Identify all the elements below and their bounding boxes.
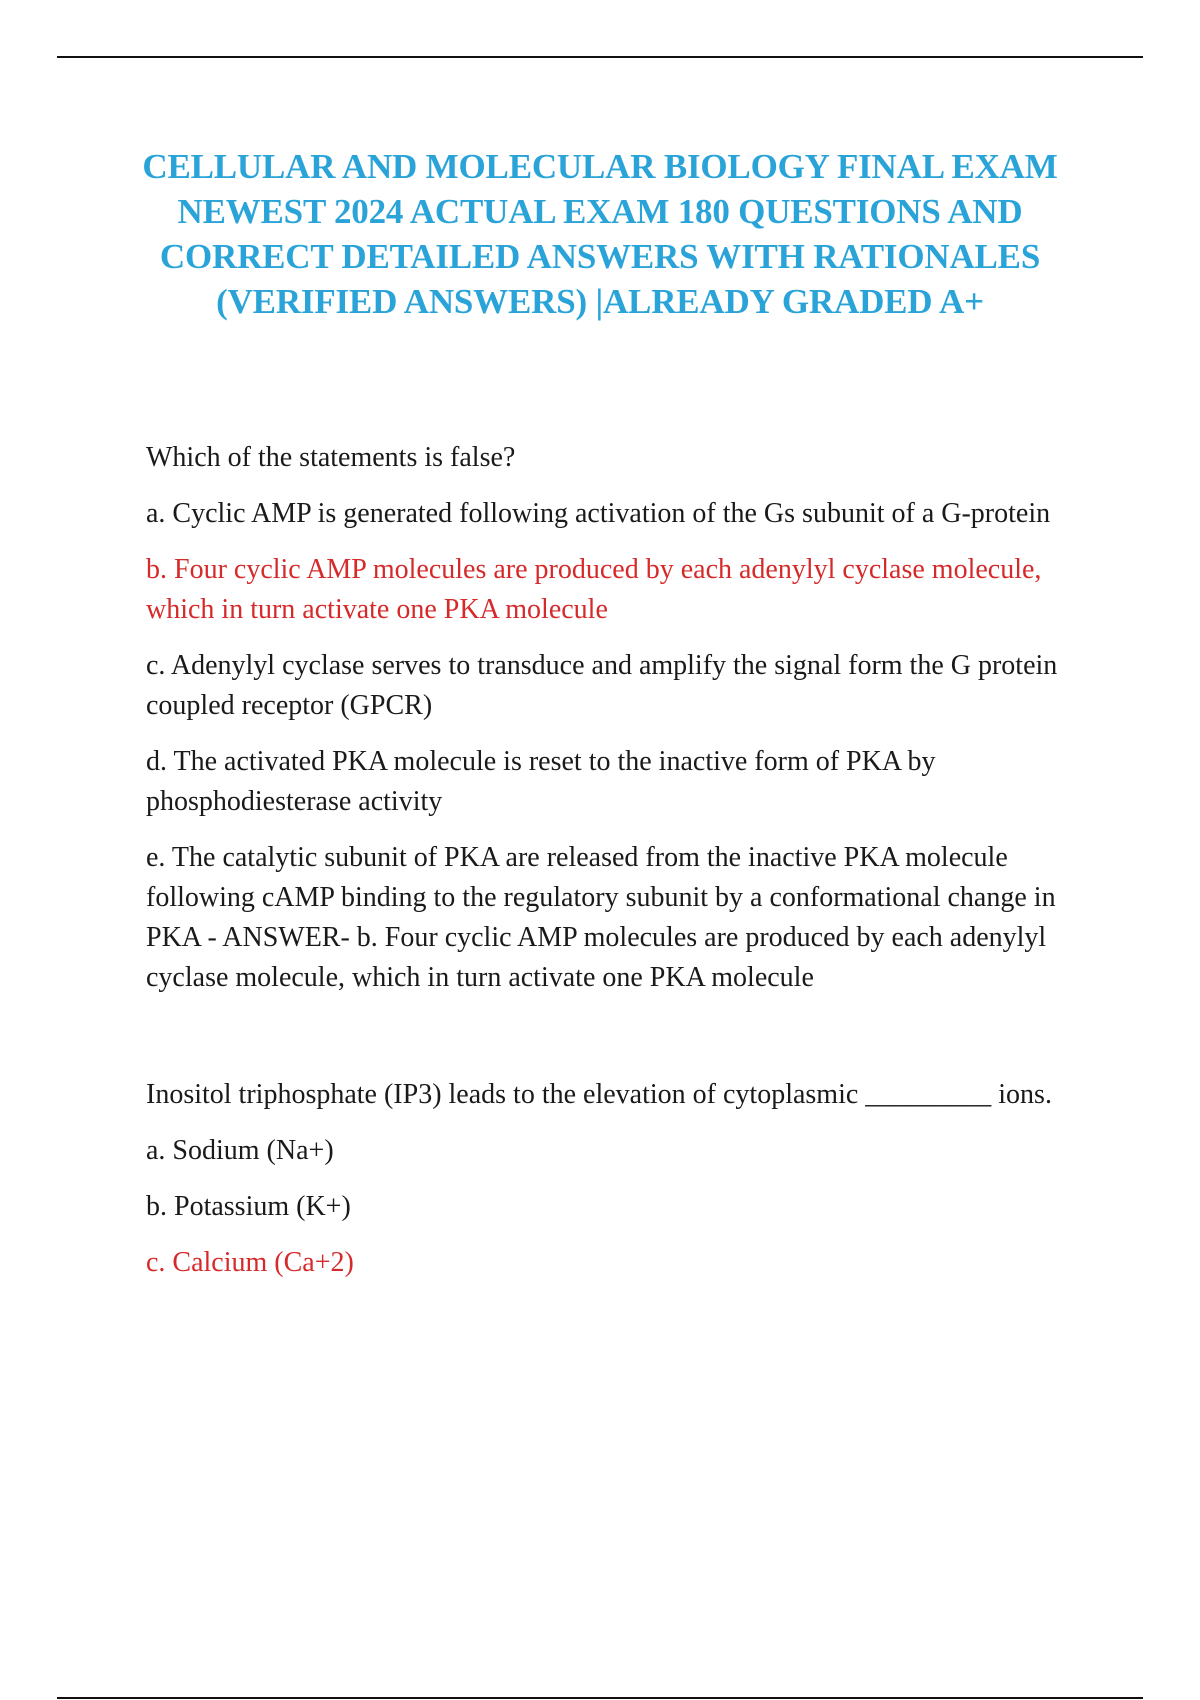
question-1 xyxy=(146,438,1086,998)
answer-option-b-correct: b. Four cyclic AMP molecules are produced by each adenylyl cyclase molecule, which in turn activate one PKA molecule xyxy=(146,554,1042,625)
answer-option-e: e. The catalytic subunit of PKA are released from the inactive PKA molecule following cAMP binding to the regulatory subunit by a conformational change in PKA - ANSWER- b. Four cyclic AMP molecules are produced by each adenylyl cyclase molecule, which in turn activate one PKA molecule xyxy=(146,842,1056,993)
answer-option-a: a. Cyclic AMP is generated following activation of the Gs subunit of a G-protein xyxy=(146,498,1051,529)
answer-option-b: b. Potassium (K+) xyxy=(146,1191,351,1222)
answer-option-d: d. The activated PKA molecule is reset to the inactive form of PKA by phosphodiesterase activity xyxy=(146,746,936,817)
question-text: Which of the statements is false? xyxy=(146,442,516,473)
question-list xyxy=(146,438,1086,1299)
document-title: CELLULAR AND MOLECULAR BIOLOGY FINAL EXAM NEWEST 2024 ACTUAL EXAM 180 QUESTIONS AND CORRECT DETAILED ANSWERS WITH RATIONALES (VERIFIED ANSWERS) |ALREADY GRADED A+ xyxy=(142,147,1058,321)
answer-option-c-correct: c. Calcium (Ca+2) xyxy=(146,1247,354,1278)
top-rule xyxy=(57,56,1143,58)
bottom-rule xyxy=(57,1697,1143,1699)
question-2 xyxy=(146,1075,1086,1283)
question-text: Inositol triphosphate (IP3) leads to the elevation of cytoplasmic _________ ions. xyxy=(146,1079,1052,1110)
answer-option-c: c. Adenylyl cyclase serves to transduce and amplify the signal form the G protein coupled receptor (GPCR) xyxy=(146,650,1058,721)
question-spacer xyxy=(146,1014,1086,1075)
answer-option-a: a. Sodium (Na+) xyxy=(146,1135,334,1166)
